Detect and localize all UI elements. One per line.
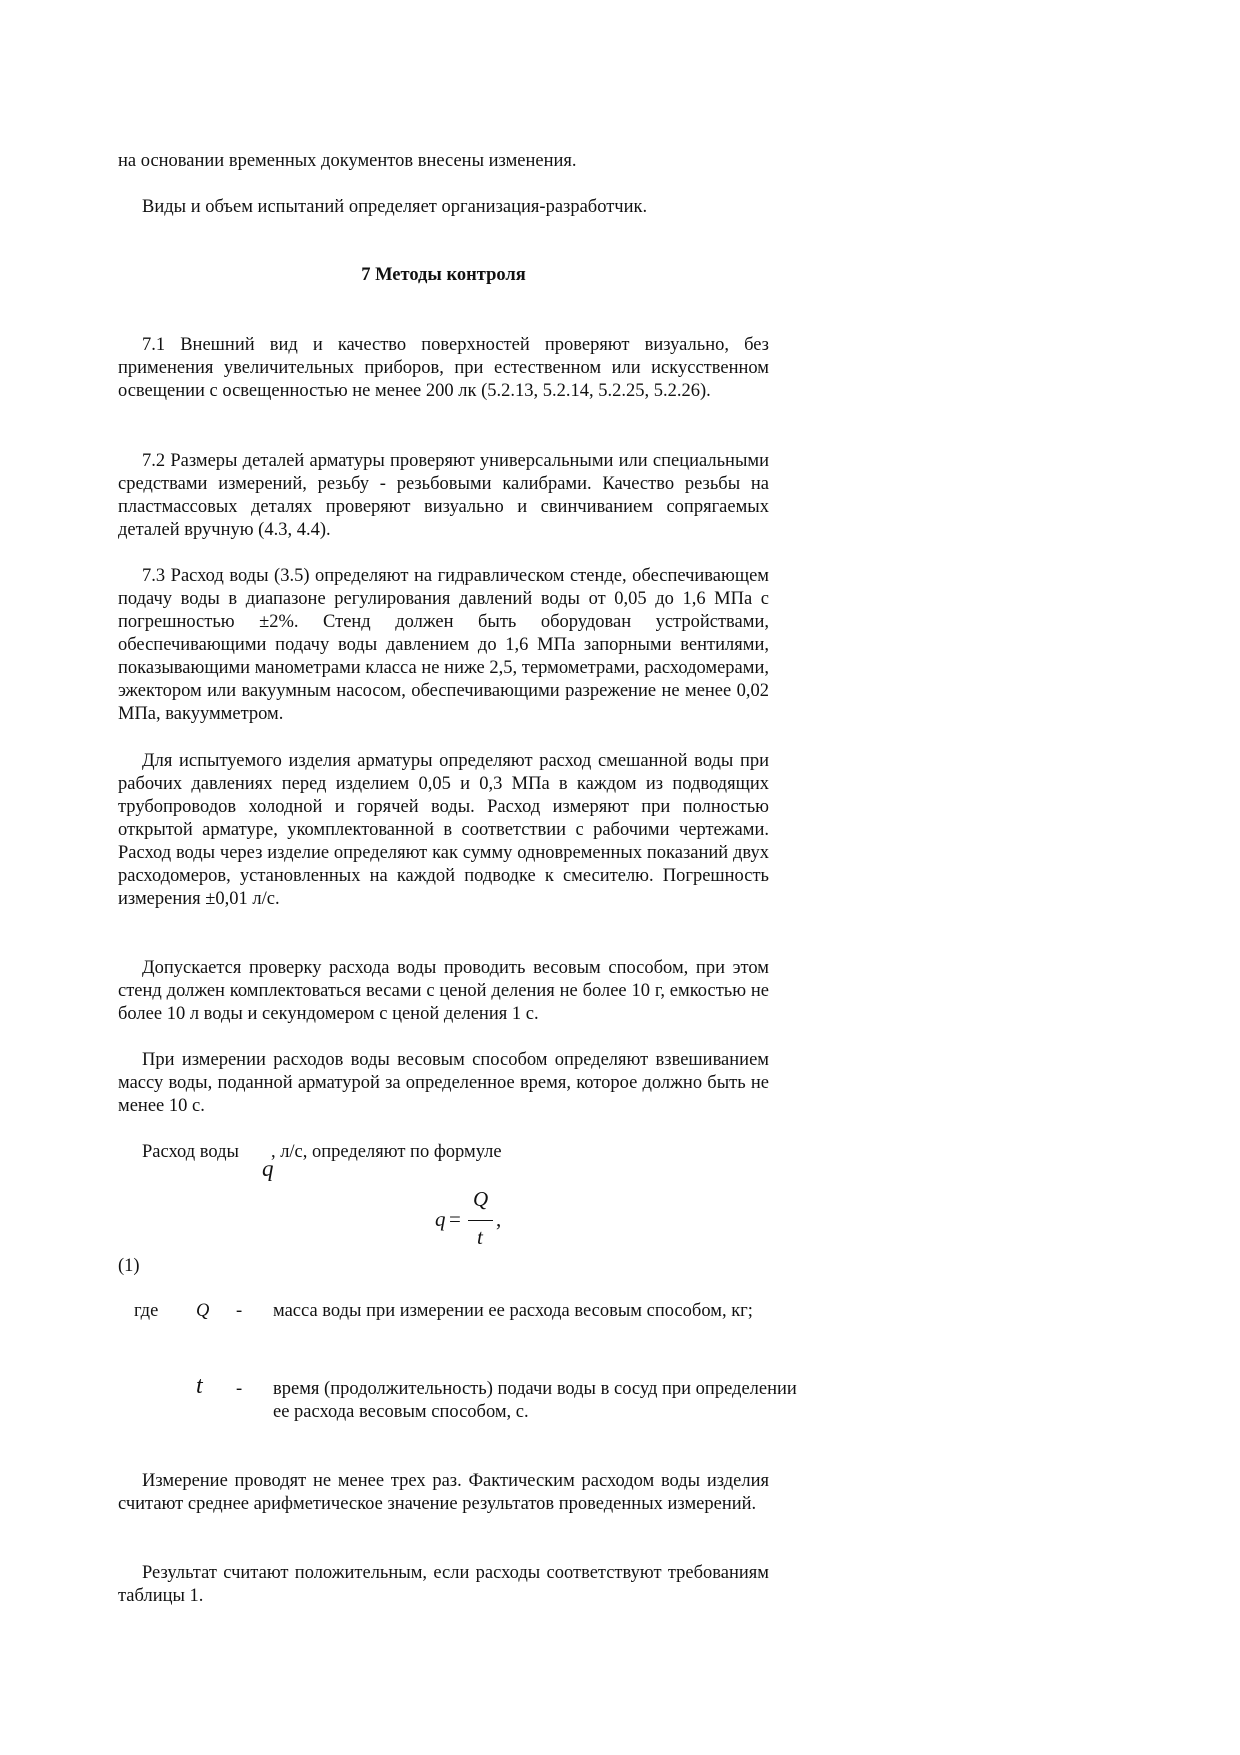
flow-intro-suffix: , л/с, определяют по формуле	[270, 1142, 502, 1162]
inline-q-symbol: q	[262, 1156, 274, 1181]
definition-text: время (продолжительность) подачи воды в сосуд при определении ее расхода весовым способом, с.	[273, 1379, 797, 1422]
definition-where: где	[134, 1301, 159, 1321]
definition-row	[118, 1300, 798, 1360]
formula-comma: ,	[496, 1207, 502, 1231]
definition-row	[118, 1373, 798, 1438]
paragraph-7-3: 7.3 Расход воды (3.5) определяют на гидравлическом стенде, обеспечивающем подачу воды в диапазоне регулирования давлений воды от 0,05 до 1,6 МПа с погрешностью ±2%. Стенд должен быть оборудован устройствами, обеспечивающими подачу воды давлением до 1,6 МПа запорными вентилями, показывающими манометрами класса не ниже 2,5, термометрами, расходомерами, эжектором или вакуумным насосом, обеспечивающими разрежение не менее 0,02 МПа, вакуумметром.	[118, 566, 769, 724]
flow-formula	[432, 1188, 522, 1258]
definition-text: масса воды при измерении ее расхода весовым способом, кг;	[273, 1301, 753, 1321]
fraction-bar	[468, 1220, 493, 1221]
definition-dash: -	[236, 1301, 243, 1321]
paragraph-allowed-method: Допускается проверку расхода воды проводить весовым способом, при этом стенд должен комплектоваться весами с ценой деления не более 10 г, емкостью не более 10 л воды и секундомером с ценой деления 1 с.	[118, 958, 769, 1024]
paragraph-7-2: 7.2 Размеры деталей арматуры проверяют универсальными или специальными средствами измерений, резьбу - резьбовыми калибрами. Качество резьбы на пластмассовых деталях проверяют визуально и свинчиванием сопрягаемых деталей вручную (4.3, 4.4).	[118, 451, 769, 540]
formula-lhs: q	[435, 1207, 446, 1231]
paragraph-7-1: 7.1 Внешний вид и качество поверхностей проверяют визуально, без применения увеличительных приборов, при естественном или искусственном освещении с освещенностью не менее 200 лк (5.2.13, 5.2.14, 5.2.25, 5.2.26).	[118, 335, 769, 401]
flow-intro-prefix: Расход воды	[142, 1142, 239, 1162]
section-title: 7 Методы контроля	[361, 265, 526, 285]
equation-number: (1)	[118, 1256, 140, 1276]
formula-denominator: t	[477, 1225, 483, 1249]
definition-dash: -	[236, 1379, 243, 1399]
definition-symbol: t	[196, 1373, 203, 1399]
formula-numerator: Q	[473, 1187, 489, 1211]
paragraph-weighing: При измерении расходов воды весовым способом определяют взвешиванием массу воды, поданной арматурой за определенное время, которое должно быть не менее 10 с.	[118, 1050, 769, 1116]
paragraph-tested-product: Для испытуемого изделия арматуры определяют расход смешанной воды при рабочих давлениях перед изделием 0,05 и 0,3 МПа в каждом из подводящих трубопроводов холодной и горячей воды. Расход измеряют при полностью открытой арматуре, укомплектованной в соответствии с рабочими чертежами. Расход воды через изделие определяют как сумму одновременных показаний двух расходомеров, установленных на каждой подводке к смесителю. Погрешность измерения ±0,01 л/с.	[118, 751, 769, 909]
paragraph-measurement: Измерение проводят не менее трех раз. Фактическим расходом воды изделия считают среднее арифметическое значение результатов проведенных измерений.	[118, 1471, 769, 1514]
formula-equals: =	[449, 1207, 461, 1231]
paragraph-result: Результат считают положительным, если расходы соответствуют требованиям таблицы 1.	[118, 1563, 769, 1606]
flow-intro	[118, 1141, 718, 1164]
intro-paragraph: Виды и объем испытаний определяет организация-разработчик.	[142, 197, 648, 217]
definition-symbol: Q	[196, 1301, 210, 1321]
intro-line: на основании временных документов внесены изменения.	[118, 151, 577, 171]
